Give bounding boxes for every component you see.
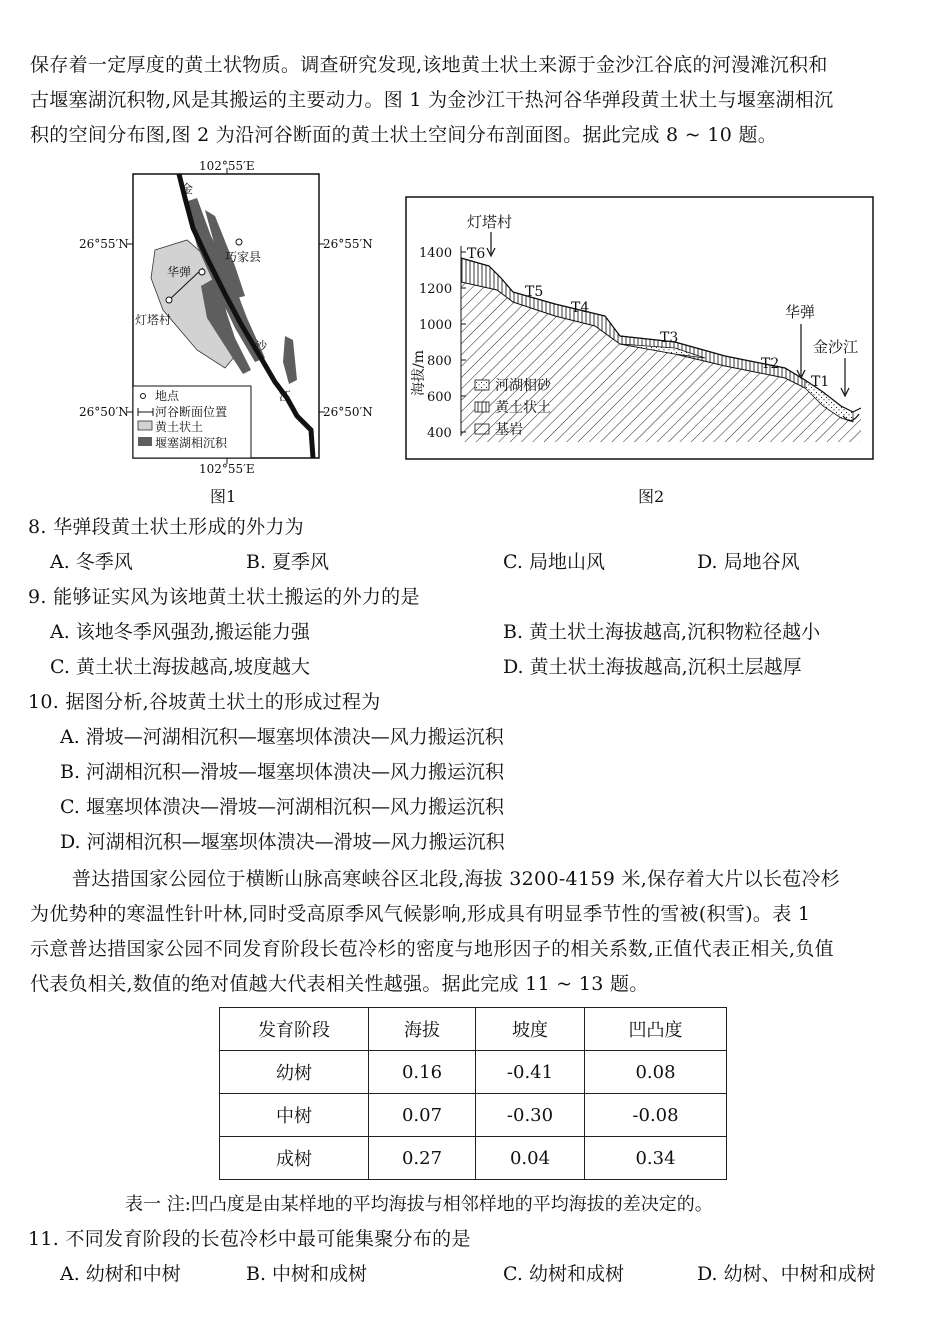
- place-label-dengta: 灯塔村: [135, 313, 172, 327]
- table-row: [220, 1137, 727, 1180]
- label-jinsha: 金沙江: [813, 338, 859, 356]
- y-axis-label: 海拔/m: [411, 350, 427, 396]
- q8-option-c: C. 局地山风: [503, 551, 605, 573]
- table-cell: -0.08: [585, 1094, 727, 1137]
- table-cell: -0.41: [476, 1051, 585, 1094]
- q11-option-d: D. 幼树、中树和成树: [697, 1263, 876, 1285]
- huadan-point: [199, 269, 205, 275]
- passage2-line-1: 普达措国家公园位于横断山脉高寒峡谷区北段,海拔 3200-4159 米,保存着大片以长苞冷杉: [72, 868, 841, 890]
- lon-top-label: 102°55′E: [199, 159, 255, 173]
- figure-2-profile: [405, 196, 875, 462]
- intro-line-2: 古堰塞湖沉积物,风是其搬运的主要动力。图 1 为金沙江干热河谷华弹段黄土状土与堰塞湖相沉: [30, 89, 834, 111]
- q10-option-b: B. 河湖相沉积—滑坡—堰塞坝体溃决—风力搬运沉积: [60, 761, 505, 783]
- table-row: [220, 1094, 727, 1137]
- q8-option-a: A. 冬季风: [50, 551, 133, 573]
- river-label-jin: 金: [181, 182, 194, 196]
- table-note: 表一 注:凹凸度是由某样地的平均海拔与相邻样地的平均海拔的差决定的。: [125, 1194, 713, 1215]
- lon-bottom-label: 102°55′E: [199, 462, 255, 476]
- q8-option-b: B. 夏季风: [246, 551, 330, 573]
- place-label-qiaojia: 巧家县: [225, 250, 262, 264]
- correlation-table: [219, 1007, 727, 1180]
- table-cell: 0.27: [369, 1137, 476, 1180]
- table-header-cell: 发育阶段: [220, 1008, 369, 1051]
- q10-option-a: A. 滑坡—河湖相沉积—堰塞坝体溃决—风力搬运沉积: [60, 726, 504, 748]
- table-header-cell: 凹凸度: [585, 1008, 727, 1051]
- ytick-400: 400: [427, 426, 452, 441]
- ytick-1000: 1000: [419, 318, 453, 333]
- legend-sand: 河湖相砂: [495, 378, 551, 394]
- table-cell: 0.34: [585, 1137, 727, 1180]
- q9-option-c: C. 黄土状土海拔越高,坡度越大: [50, 656, 310, 678]
- q11-option-b: B. 中树和成树: [246, 1263, 368, 1285]
- table-cell: 0.16: [369, 1051, 476, 1094]
- lat-lower-right-label: 26°50′N: [323, 405, 373, 419]
- lat-upper-right-label: 26°55′N: [323, 237, 373, 251]
- terrace-t6: T6: [467, 246, 486, 262]
- terrace-t4: T4: [571, 300, 590, 316]
- table-cell: 成树: [220, 1137, 369, 1180]
- legend-loess-profile: 黄土状土: [495, 400, 551, 416]
- table-row: [220, 1051, 727, 1094]
- legend-section: 河谷断面位置: [155, 405, 228, 419]
- figure-1-map: [75, 158, 375, 478]
- figure-2-caption: 图2: [638, 487, 665, 506]
- label-huadan: 华弹: [785, 303, 816, 321]
- lat-lower-left-label: 26°50′N: [79, 405, 129, 419]
- table-header-cell: 坡度: [476, 1008, 585, 1051]
- q9-option-a: A. 该地冬季风强劲,搬运能力强: [50, 621, 310, 643]
- label-dengta: 灯塔村: [467, 213, 513, 231]
- table-cell: 0.04: [476, 1137, 585, 1180]
- table-cell: 中树: [220, 1094, 369, 1137]
- q9-option-d: D. 黄土状土海拔越高,沉积土层越厚: [503, 656, 802, 678]
- q11-option-c: C. 幼树和成树: [503, 1263, 624, 1285]
- legend-lake: 堰塞湖相沉积: [155, 436, 228, 450]
- q11-option-a: A. 幼树和中树: [60, 1263, 181, 1285]
- place-label-huadan: 华弹: [167, 265, 192, 279]
- qiaojia-point: [236, 239, 242, 245]
- ytick-1200: 1200: [419, 282, 453, 297]
- table-header-row: [220, 1008, 727, 1051]
- q11-stem: 11. 不同发育阶段的长苞冷杉中最可能集聚分布的是: [28, 1228, 471, 1250]
- legend-bedrock: 基岩: [495, 422, 523, 438]
- q10-stem: 10. 据图分析,谷坡黄土状土的形成过程为: [28, 691, 381, 713]
- ytick-600: 600: [427, 390, 452, 405]
- table-header-cell: 海拔: [369, 1008, 476, 1051]
- terrace-t3: T3: [660, 330, 679, 346]
- passage2-line-3: 示意普达措国家公园不同发育阶段长苞冷杉的密度与地形因子的相关系数,正值代表正相关,负值: [30, 938, 834, 960]
- dengta-point: [166, 297, 172, 303]
- table-cell: 幼树: [220, 1051, 369, 1094]
- intro-line-3: 积的空间分布图,图 2 为沿河谷断面的黄土状土空间分布剖面图。据此完成 8 ~ 10 题。: [30, 124, 778, 146]
- intro-line-1: 保存着一定厚度的黄土状物质。调查研究发现,该地黄土状土来源于金沙江谷底的河漫滩沉积和: [30, 54, 828, 76]
- legend-point: 地点: [155, 389, 180, 403]
- lat-upper-left-label: 26°55′N: [79, 237, 129, 251]
- q9-stem: 9. 能够证实风为该地黄土状土搬运的外力的是: [28, 586, 420, 608]
- legend-loess: 黄土状土: [155, 420, 204, 434]
- table-cell: -0.30: [476, 1094, 585, 1137]
- table-cell: 0.07: [369, 1094, 476, 1137]
- terrace-t1: T1: [811, 374, 830, 390]
- q9-option-b: B. 黄土状土海拔越高,沉积物粒径越小: [503, 621, 821, 643]
- terrace-t2: T2: [761, 356, 780, 372]
- river-label-sha: 沙: [255, 339, 268, 353]
- passage2-line-4: 代表负相关,数值的绝对值越大代表相关性越强。据此完成 11 ~ 13 题。: [30, 973, 649, 995]
- passage2-line-2: 为优势种的寒温性针叶林,同时受高原季风气候影响,形成具有明显季节性的雪被(积雪)。表 1: [30, 903, 811, 925]
- terrace-t5: T5: [525, 284, 544, 300]
- q8-option-d: D. 局地谷风: [697, 551, 800, 573]
- q10-option-d: D. 河湖相沉积—堰塞坝体溃决—滑坡—风力搬运沉积: [60, 831, 505, 853]
- ytick-800: 800: [427, 354, 452, 369]
- table-cell: 0.08: [585, 1051, 727, 1094]
- figure-1-caption: 图1: [210, 487, 237, 506]
- q8-stem: 8. 华弹段黄土状土形成的外力为: [28, 516, 304, 538]
- ytick-1400: 1400: [419, 246, 453, 261]
- river-label-jiang: 江: [279, 389, 292, 403]
- q10-option-c: C. 堰塞坝体溃决—滑坡—河湖相沉积—风力搬运沉积: [60, 796, 504, 818]
